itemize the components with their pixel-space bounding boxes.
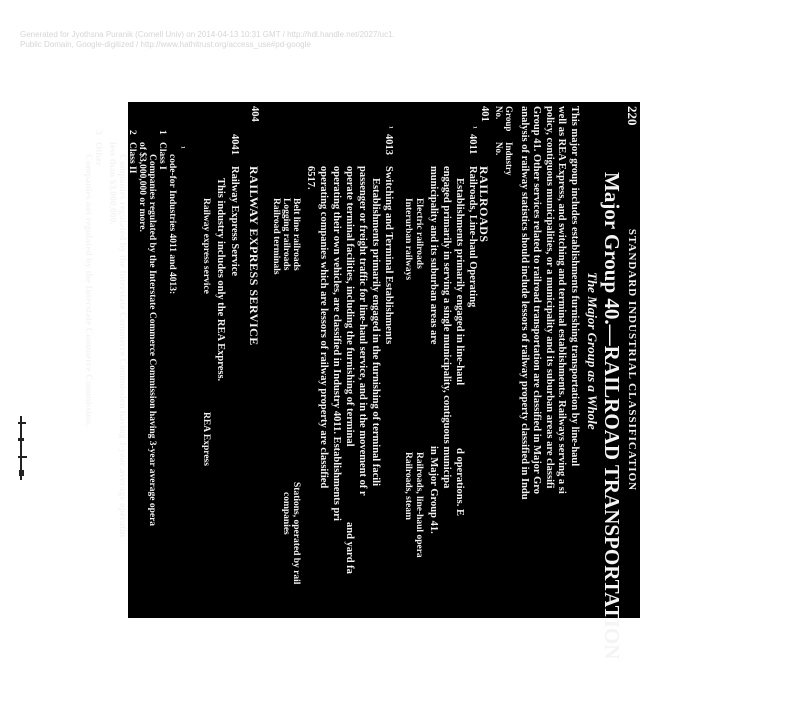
example-entry: Railroads, steam xyxy=(403,452,413,520)
description-line: passenger or freight traffic for line-haul service, and in the movement of r xyxy=(357,166,368,496)
example-entry: Railroads, line-haul opera xyxy=(414,452,424,558)
intro-line: well as REA Express, and switching and terminal establishments. Railways serving a si xyxy=(556,106,568,494)
industry-number: 4041 xyxy=(229,134,240,155)
running-head: STANDARD INDUSTRIAL CLASSIFICATION xyxy=(626,228,638,492)
example-entry: REA Express xyxy=(201,412,211,466)
intro-line: policy, contiguous municipalities, or a municipality and its suburban areas are classifi xyxy=(543,106,555,489)
footnote-text: of $3,000,000 or more. xyxy=(137,142,147,232)
footnote-title: Class I xyxy=(157,142,167,170)
footnote-marker: ¹ xyxy=(469,126,479,129)
group-column-header: Group No. xyxy=(494,106,514,132)
footnote-number: 3 xyxy=(93,130,103,135)
example-entry: Electric railroads xyxy=(414,198,424,269)
footnote-title: Class II xyxy=(127,142,137,174)
watermark-line-1: Generated for Jyothsna Puranik (Cornell Univ) on 2014-04-13 10:31 GMT / http://hdl.handle.net/2027/uc1. xyxy=(20,30,395,39)
page-subtitle: The Major Group as a Whole xyxy=(585,272,600,430)
example-entry: Logging railroads xyxy=(281,198,291,271)
industry-title: Railway Express Service xyxy=(229,166,240,277)
intro-line: Group 41. Other services related to railroad transportation are classified in Major Gro xyxy=(531,106,543,494)
example-entry: Railroad terminals xyxy=(271,198,281,275)
footnote-text: Companies not regulated by the Interstate Commerce Commission. xyxy=(83,154,93,427)
footnote-marker: ¹ xyxy=(385,126,395,129)
description-line: engaged primarily in serving a single municipality, contiguous municipa xyxy=(441,166,452,489)
watermark-line-2: Public Domain, Google-digitized / http://www.hathitrust.org/access_use#pd-google xyxy=(20,40,311,49)
scan-artifact xyxy=(330,686,338,700)
industry-title: Switching and Terminal Establishments xyxy=(383,166,394,345)
description-line: in Major Group 41. xyxy=(428,446,439,534)
description-line: and yard fa xyxy=(344,522,355,574)
description-line: d operations. E xyxy=(454,448,465,516)
example-entry: Stations, operated by rail xyxy=(291,482,301,585)
description-line: 6517. xyxy=(305,166,316,190)
footnote-number: 2 xyxy=(127,130,137,135)
industry-number: 4013 xyxy=(383,134,394,155)
description-line: operate terminal facilities, including the furnishing of terminal xyxy=(344,166,355,447)
example-entry: Interurban railways xyxy=(403,198,413,281)
page-title: Major Group 40.—RAILROAD TRANSPORTATION xyxy=(600,172,624,660)
intro-line: analysis of railway statistics should include lessors of railway property classified in Indu xyxy=(518,106,530,500)
scan-artifact xyxy=(268,686,292,708)
industry-number: 4011 xyxy=(467,134,478,155)
page-number: 220 xyxy=(625,106,640,126)
description-line: Establishments primarily engaged in line-haul xyxy=(454,178,465,386)
access-watermark xyxy=(20,30,395,50)
example-entry: Belt line railroads xyxy=(291,198,301,271)
scanned-page xyxy=(83,102,640,660)
description-line: operating companies which are lessors of railway property are classified xyxy=(318,166,329,489)
group-number: 404 xyxy=(249,106,260,122)
description-line: This industry includes only the REA Express. xyxy=(215,178,226,382)
footnote-title: Other xyxy=(93,142,103,167)
intro-line: This major group includes establishments furnishing transportation by line-haul xyxy=(569,106,580,467)
footnote-intro: code-for Industries 4011 and 4013: xyxy=(167,154,177,295)
intro-paragraph xyxy=(517,106,580,666)
footnote-text: less than $3,000,000. xyxy=(107,142,117,225)
industry-column-header: Industry No. xyxy=(494,142,514,176)
description-line: municipality and its suburban areas are xyxy=(428,166,439,345)
industry-title: Railroads, Line-haul Operating xyxy=(467,166,478,308)
rotated-page-content xyxy=(83,102,640,660)
group-heading: RAILWAY EXPRESS SERVICE xyxy=(247,166,261,346)
description-line: operating their own vehicles, are classified in Industry 4011. Establishments pri xyxy=(331,166,342,521)
footnote-number: 1 xyxy=(157,130,167,135)
example-entry: companies xyxy=(281,492,291,535)
description-line: Establishments primarily engaged in the furnishing of terminal facili xyxy=(370,178,381,487)
footnote-text: Companies regulated by the Interstate Commerce Commission having 3-year average opera xyxy=(147,154,157,527)
scan-edge-mark xyxy=(18,416,28,480)
group-heading: RAILROADS xyxy=(477,166,491,243)
footnote-marker: ¹ xyxy=(177,146,187,149)
group-number: 401 xyxy=(479,106,490,122)
footnote-text: Companies regulated by the Interstate Commerce Commission having 3-year average operatin xyxy=(117,154,127,538)
example-entry: Railway express service xyxy=(201,198,211,294)
